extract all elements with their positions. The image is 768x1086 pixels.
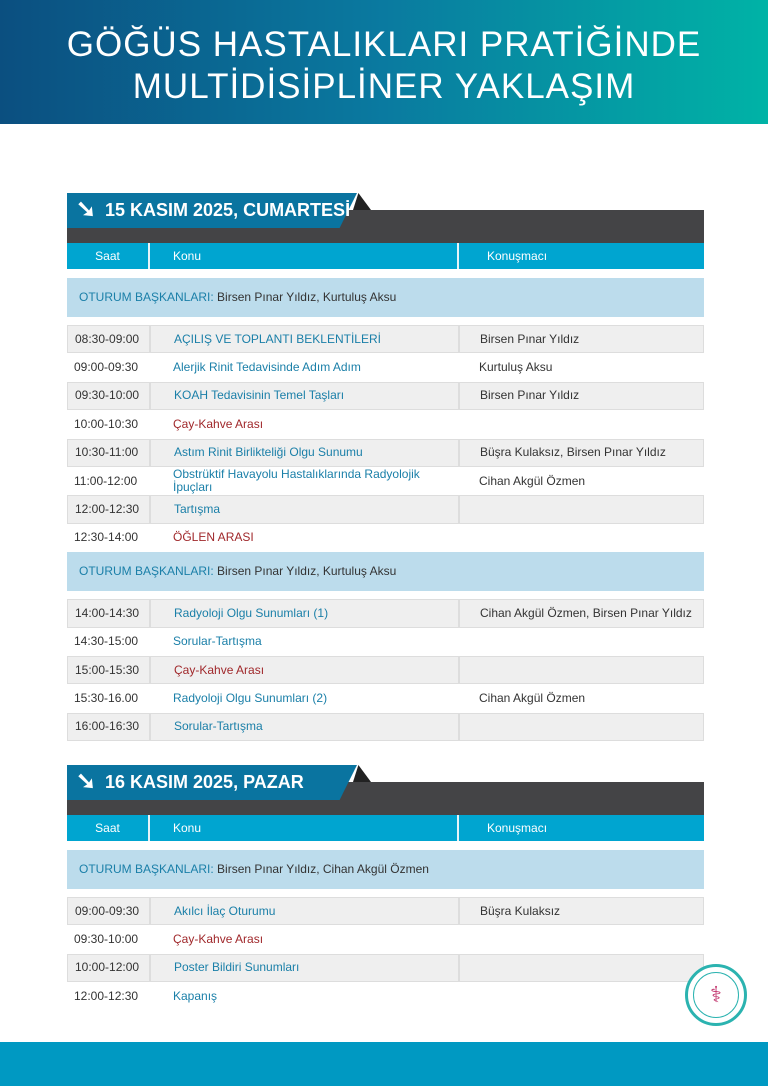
chairs-label: OTURUM BAŞKANLARI: — [79, 862, 214, 876]
time-cell: 14:00-14:30 — [68, 600, 151, 626]
table-row — [67, 897, 704, 925]
speaker-cell: Kurtuluş Aksu — [479, 360, 553, 375]
speaker-cell: Cihan Akgül Özmen — [479, 473, 586, 488]
time-cell: 12:00-12:30 — [68, 496, 151, 522]
arrow-down-right-icon: ➘ — [76, 196, 97, 223]
time-cell: 09:00-09:30 — [74, 360, 139, 375]
col-topic: Konu — [150, 243, 459, 269]
table-row — [67, 628, 704, 656]
time-cell: 15:00-15:30 — [68, 657, 151, 683]
col-speaker: Konuşmacı — [487, 821, 548, 835]
topic-cell: ÖĞLEN ARASI — [173, 530, 254, 545]
table-row — [67, 524, 704, 552]
time-cell: 15:30-16.00 — [74, 690, 139, 705]
topic-cell: Çay-Kahve Arası — [173, 932, 264, 947]
table-row — [67, 439, 704, 467]
speaker-cell — [460, 714, 703, 740]
day-tab — [67, 765, 704, 815]
time-cell: 12:00-12:30 — [74, 988, 139, 1003]
day-tab — [67, 193, 704, 243]
day-section-2 — [67, 765, 704, 1011]
table-row — [67, 713, 704, 741]
time-cell: 14:30-15:00 — [74, 634, 139, 649]
table-row — [67, 467, 704, 495]
title-line-2: MULTİDİSİPLİNER YAKLAŞIM — [132, 67, 636, 106]
chairs-label: OTURUM BAŞKANLARI: — [79, 564, 214, 579]
table-row — [67, 325, 704, 353]
time-cell: 09:00-09:30 — [68, 898, 151, 924]
table-row — [67, 495, 704, 523]
speaker-cell — [459, 628, 704, 656]
title-line-1: GÖĞÜS HASTALIKLARI PRATİĞİNDE — [66, 25, 702, 64]
topic-cell: Poster Bildiri Sunumları — [151, 955, 460, 981]
table-row — [67, 656, 704, 684]
speaker-cell — [460, 955, 703, 981]
time-cell: 10:30-11:00 — [68, 440, 151, 466]
association-seal-logo — [685, 964, 747, 1026]
time-cell: 08:30-09:00 — [68, 326, 151, 352]
topic-cell: AÇILIŞ VE TOPLANTI BEKLENTİLERİ — [151, 326, 460, 352]
table-row — [67, 925, 704, 953]
time-cell: 09:30-10:00 — [68, 383, 151, 409]
speaker-cell: Büşra Kulaksız — [480, 903, 561, 918]
day-title: 15 KASIM 2025, CUMARTESİ — [105, 200, 351, 220]
table-row — [67, 410, 704, 438]
time-cell: 16:00-16:30 — [68, 714, 151, 740]
topic-cell: Çay-Kahve Arası — [151, 657, 460, 683]
time-cell: 12:30-14:00 — [74, 530, 139, 545]
col-time: Saat — [67, 243, 150, 269]
table-row — [67, 353, 704, 381]
topic-cell: Tartışma — [151, 496, 460, 522]
speaker-cell — [459, 410, 704, 438]
arrow-down-right-icon: ➘ — [76, 768, 97, 795]
topic-cell: Astım Rinit Birlikteliği Olgu Sunumu — [151, 440, 460, 466]
table-row — [67, 982, 704, 1010]
chairs-names: Birsen Pınar Yıldız, Kurtuluş Aksu — [217, 290, 397, 304]
speaker-cell — [459, 524, 704, 552]
table-row — [67, 954, 704, 982]
chairs-names: Birsen Pınar Yıldız, Kurtuluş Aksu — [217, 564, 397, 579]
topic-cell: Alerjik Rinit Tedavisinde Adım Adım — [173, 360, 361, 375]
column-header — [67, 815, 704, 841]
table-row — [67, 684, 704, 712]
speaker-cell: Cihan Akgül Özmen, Birsen Pınar Yıldız — [480, 605, 692, 620]
topic-cell: Çay-Kahve Arası — [173, 416, 264, 431]
topic-cell: Radyoloji Olgu Sunumları (2) — [173, 690, 328, 705]
speaker-cell — [460, 496, 703, 522]
topic-cell: KOAH Tedavisinin Temel Taşları — [151, 383, 460, 409]
table-row — [67, 382, 704, 410]
speaker-cell — [459, 982, 704, 1010]
topic-cell: Kapanış — [173, 988, 218, 1003]
speaker-cell — [460, 657, 703, 683]
speaker-cell: Cihan Akgül Özmen — [479, 690, 586, 705]
topic-cell: Akılcı İlaç Oturumu — [151, 898, 460, 924]
col-time: Saat — [67, 815, 150, 841]
table-row — [67, 599, 704, 627]
time-cell: 10:00-10:30 — [74, 416, 139, 431]
footer-bar — [0, 1042, 768, 1086]
speaker-cell — [459, 925, 704, 953]
speaker-cell: Birsen Pınar Yıldız — [480, 331, 580, 346]
time-cell: 11:00-12:00 — [74, 473, 138, 488]
session-chairs — [67, 552, 704, 591]
time-cell: 10:00-12:00 — [68, 955, 151, 981]
speaker-cell: Büşra Kulaksız, Birsen Pınar Yıldız — [480, 445, 666, 460]
day-title: 16 KASIM 2025, PAZAR — [105, 772, 304, 792]
day-section-1 — [67, 193, 704, 741]
chairs-label: OTURUM BAŞKANLARI: — [79, 290, 214, 304]
topic-cell: Radyoloji Olgu Sunumları (1) — [151, 600, 460, 626]
session-chairs — [67, 850, 704, 889]
topic-cell: Sorular-Tartışma — [151, 714, 460, 740]
session-chairs — [67, 278, 704, 317]
column-header — [67, 243, 704, 269]
topic-cell: Obstrüktif Havayolu Hastalıklarında Radyolojik İpuçları — [173, 467, 420, 495]
caduceus-icon: ⚕ — [693, 972, 739, 1018]
topic-cell: Sorular-Tartışma — [173, 634, 262, 649]
col-speaker: Konuşmacı — [487, 249, 548, 263]
time-cell: 09:30-10:00 — [74, 932, 139, 947]
col-topic: Konu — [150, 815, 459, 841]
page-header — [0, 0, 768, 124]
speaker-cell: Birsen Pınar Yıldız — [480, 388, 580, 403]
chairs-names: Birsen Pınar Yıldız, Cihan Akgül Özmen — [217, 862, 429, 876]
